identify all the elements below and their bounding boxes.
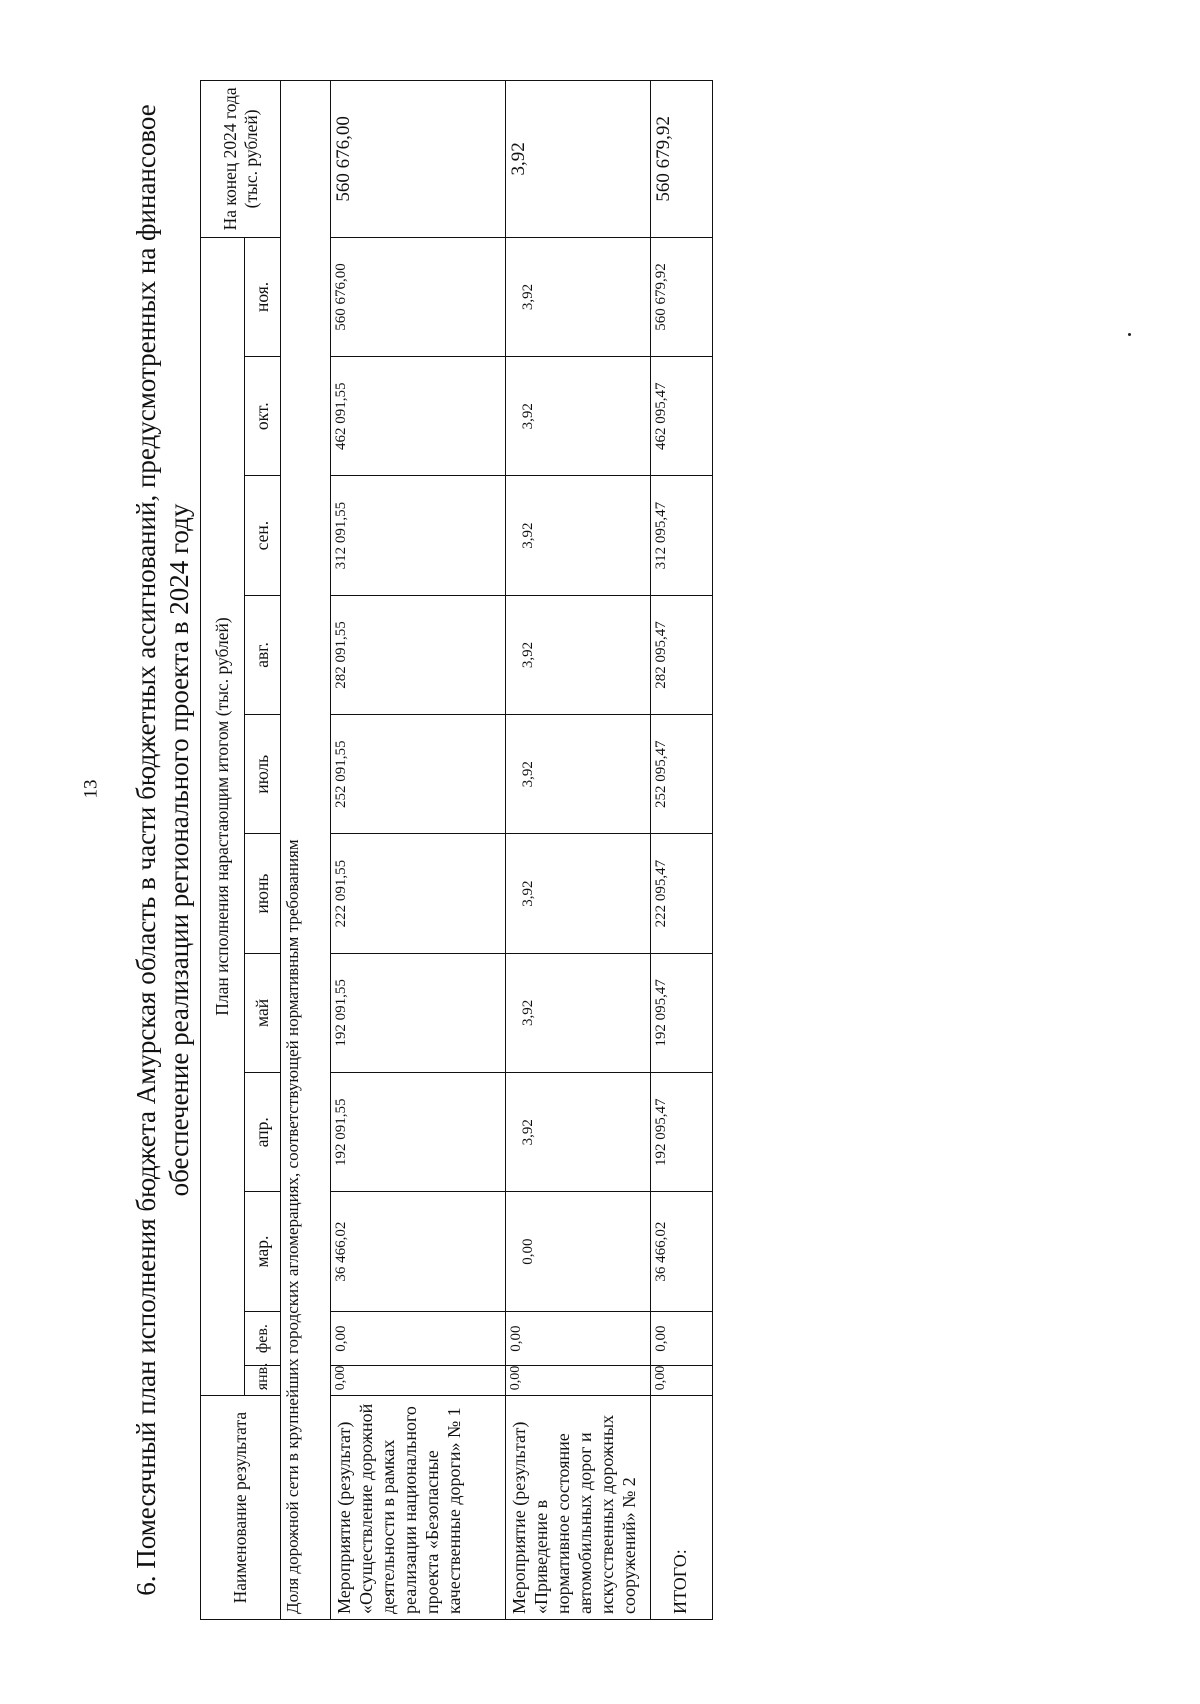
month-value: 3,92 [506, 476, 651, 595]
total-month-value: 36 466,02 [651, 1192, 713, 1311]
month-value: 560 676,00 [331, 237, 506, 356]
month-header: май [245, 953, 281, 1072]
rotated-page-content [105, 80, 1105, 1640]
header-plan: План исполнения нарастающим итогом (тыс. рублей) [201, 237, 245, 1395]
month-header: окт. [245, 357, 281, 476]
month-value: 462 091,55 [331, 357, 506, 476]
month-header: июль [245, 715, 281, 834]
title-line-2: обеспечение реализации регионального проекта в 2024 году [164, 503, 194, 1197]
month-value: 252 091,55 [331, 715, 506, 834]
month-value: 3,92 [506, 715, 651, 834]
total-month-value: 192 095,47 [651, 953, 713, 1072]
month-value: 312 091,55 [331, 476, 506, 595]
month-value: 3,92 [506, 834, 651, 953]
month-value: 36 466,02 [331, 1192, 506, 1311]
month-header: авг. [245, 595, 281, 714]
table-row [331, 81, 506, 1620]
month-value: 3,92 [506, 357, 651, 476]
month-value: 0,00 [506, 1311, 651, 1366]
final-value: 560 676,00 [331, 81, 506, 238]
title-line-1: 6. Помесячный план исполнения бюджета Амурская область в части бюджетных ассигнований, предусмотренных на финансовое [131, 104, 161, 1596]
header-final: На конец 2024 года (тыс. рублей) [201, 81, 281, 238]
month-header: июнь [245, 834, 281, 953]
header-result-name: Наименование результата [201, 1396, 281, 1620]
scan-speck [1128, 333, 1131, 336]
section-row [281, 81, 331, 1620]
total-month-value: 312 095,47 [651, 476, 713, 595]
month-value: 192 091,55 [331, 953, 506, 1072]
month-value: 0,00 [506, 1192, 651, 1311]
document-title [130, 70, 196, 1630]
total-month-value: 222 095,47 [651, 834, 713, 953]
total-month-value: 192 095,47 [651, 1073, 713, 1192]
section-title: Доля дорожной сети в крупнейших городских агломерациях, соответствующей нормативным требованиям [281, 81, 331, 1620]
month-header: мар. [245, 1192, 281, 1311]
month-header: фев. [245, 1311, 281, 1366]
month-value: 282 091,55 [331, 595, 506, 714]
month-value: 192 091,55 [331, 1073, 506, 1192]
total-final-value: 560 679,92 [651, 81, 713, 238]
month-value: 3,92 [506, 595, 651, 714]
total-row [651, 81, 713, 1620]
total-label: ИТОГО: [651, 1396, 713, 1620]
month-value: 0,00 [331, 1311, 506, 1366]
total-month-value: 0,00 [651, 1311, 713, 1366]
month-header: сен. [245, 476, 281, 595]
result-name: Мероприятие (результат) «Осуществление дорожной деятельности в рамках реализации национального проекта «Безопасные качественные дороги» № 1 [331, 1396, 506, 1620]
month-value: 3,92 [506, 1073, 651, 1192]
month-header: ноя. [245, 237, 281, 356]
month-value: 3,92 [506, 953, 651, 1072]
total-month-value: 0,00 [651, 1366, 713, 1396]
result-name: Мероприятие (результат) «Приведение в нормативное состояние автомобильных дорог и искусственных дорожных сооружений» № 2 [506, 1396, 651, 1620]
final-value: 3,92 [506, 81, 651, 238]
month-value: 0,00 [331, 1366, 506, 1396]
monthly-plan-table [200, 80, 713, 1620]
month-value: 0,00 [506, 1366, 651, 1396]
total-month-value: 462 095,47 [651, 357, 713, 476]
month-header: апр. [245, 1073, 281, 1192]
table-row [506, 81, 651, 1620]
total-month-value: 282 095,47 [651, 595, 713, 714]
month-value: 222 091,55 [331, 834, 506, 953]
month-value: 3,92 [506, 237, 651, 356]
page-number: 13 [80, 779, 102, 799]
total-month-value: 560 679,92 [651, 237, 713, 356]
month-header: янв. [245, 1366, 281, 1396]
total-month-value: 252 095,47 [651, 715, 713, 834]
